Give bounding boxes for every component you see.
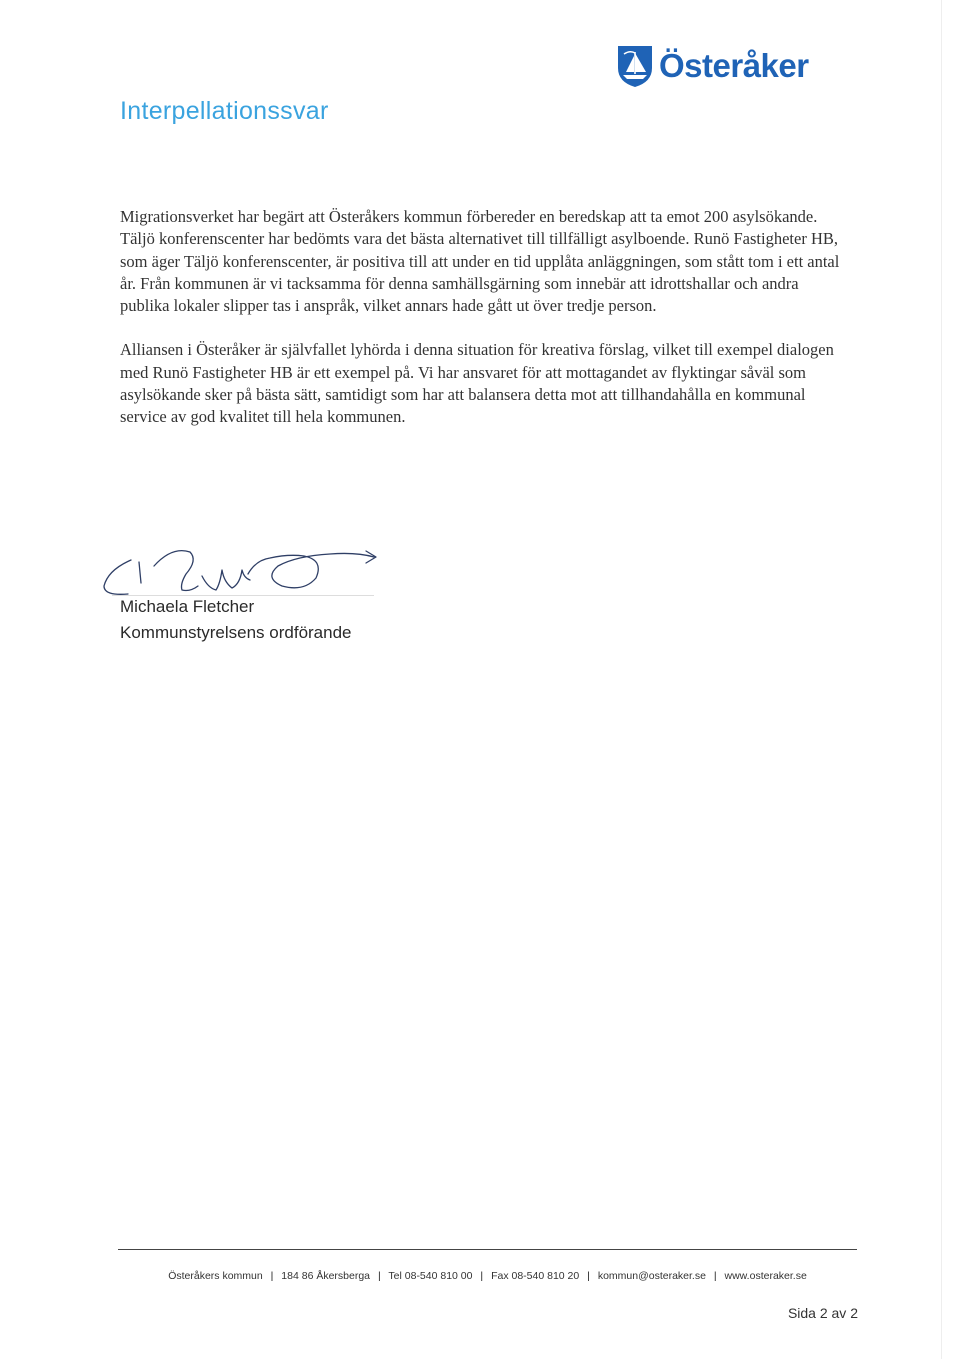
footer-fax: Fax 08-540 810 20: [491, 1270, 580, 1282]
signer-name: Michaela Fletcher: [120, 597, 255, 616]
footer-separator: |: [587, 1270, 590, 1282]
paragraph-2: Alliansen i Österåker är självfallet lyhörda i denna situation för kreativa förslag, vilket till exempel dialogen med Runö Fastigheter HB är ett exempel på. Vi har ansvaret för att mottagandet av flyktingar såväl som asylsökande sker på bästa sätt, samtidigt som har att balansera detta mot att tillhandahålla en kommunal service av god kvalitet till hela kommunen.: [120, 340, 834, 427]
page-title: Interpellationssvar: [120, 97, 329, 125]
coat-of-arms-icon: [616, 44, 654, 88]
paragraph-1: Migrationsverket har begärt att Österåkers kommun förbereder en beredskap att ta emot 200 asylsökande. Täljö konferenscenter har bedömts vara det bästa alternativet till tillfälligt asylboende. Runö Fastigheter HB, som äger Täljö konferenscenter, är positiva till att under en tid upplåta anläggningen, som stått tom i ett antal år. Från kommunen är vi tacksamma för denna samhällsgärning som innebär att idrottshallar och andra publika lokaler slipper tas i anspråk, vilket annars hade gått ut över tredje person.: [120, 207, 840, 316]
footer-rule: [118, 1249, 857, 1250]
footer-organization: Österåkers kommun: [168, 1270, 263, 1282]
footer-website: www.osteraker.se: [724, 1270, 807, 1282]
handwritten-signature: [98, 530, 383, 602]
page-edge-line: [941, 0, 942, 1359]
logo-text: Österåker: [659, 47, 809, 84]
footer-email: kommun@osteraker.se: [597, 1270, 706, 1282]
footer-phone: Tel 08-540 810 00: [388, 1270, 473, 1282]
osteraker-logo: [616, 44, 809, 88]
page-number: Sida 2 av 2: [787, 1305, 858, 1321]
signer-block: [120, 594, 352, 646]
footer-separator: |: [713, 1270, 717, 1282]
footer-address: 184 86 Åkersberga: [281, 1270, 371, 1282]
footer-separator: |: [377, 1270, 381, 1282]
footer-separator: |: [480, 1270, 484, 1282]
signer-role: Kommunstyrelsens ordförande: [120, 623, 352, 642]
footer-separator: |: [270, 1270, 274, 1282]
footer-contact: [118, 1270, 857, 1282]
body-text: [120, 206, 840, 451]
